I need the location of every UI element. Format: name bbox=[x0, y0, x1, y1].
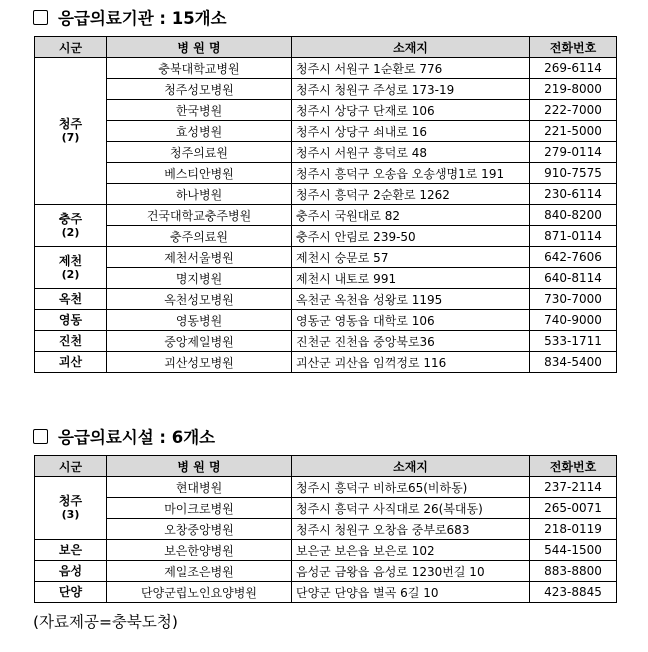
header-phone: 전화번호 bbox=[530, 37, 617, 58]
address-cell: 충주시 국원대로 82 bbox=[292, 205, 530, 226]
table-row bbox=[35, 226, 617, 247]
hospital-name-cell: 영동병원 bbox=[107, 310, 292, 331]
phone-cell: 730-7000 bbox=[530, 289, 617, 310]
table-row bbox=[35, 142, 617, 163]
table-row bbox=[35, 540, 617, 561]
address-cell: 청주시 흥덕구 사직대로 26(복대동) bbox=[292, 498, 530, 519]
hospital-name-cell: 청주의료원 bbox=[107, 142, 292, 163]
phone-cell: 269-6114 bbox=[530, 58, 617, 79]
region-count: (3) bbox=[61, 508, 80, 521]
table-row bbox=[35, 519, 617, 540]
phone-cell: 533-1711 bbox=[530, 331, 617, 352]
table-row bbox=[35, 121, 617, 142]
region-name: 옥천 bbox=[58, 292, 83, 306]
address-cell: 괴산군 괴산읍 임꺽정로 116 bbox=[292, 352, 530, 373]
phone-cell: 218-0119 bbox=[530, 519, 617, 540]
header-name: 병 원 명 bbox=[107, 456, 292, 477]
region-cell bbox=[35, 247, 107, 289]
region-name: 영동 bbox=[58, 313, 83, 327]
region-cell bbox=[35, 289, 107, 310]
hospital-name-cell: 옥천성모병원 bbox=[107, 289, 292, 310]
header-region: 시군 bbox=[35, 37, 107, 58]
hospital-name-cell: 제일조은병원 bbox=[107, 561, 292, 582]
phone-cell: 642-7606 bbox=[530, 247, 617, 268]
hospital-name-cell: 효성병원 bbox=[107, 121, 292, 142]
table-row bbox=[35, 58, 617, 79]
hospital-name-cell: 보은한양병원 bbox=[107, 540, 292, 561]
header-address: 소재지 bbox=[292, 37, 530, 58]
region-name: 충주 bbox=[58, 211, 83, 226]
region-cell bbox=[35, 58, 107, 205]
region-name: 괴산 bbox=[58, 355, 83, 369]
phone-cell: 237-2114 bbox=[530, 477, 617, 498]
region-count: (2) bbox=[61, 267, 80, 281]
table-row bbox=[35, 310, 617, 331]
address-cell: 진천군 진천읍 중앙북로36 bbox=[292, 331, 530, 352]
region-name: 단양 bbox=[58, 585, 83, 599]
phone-cell: 265-0071 bbox=[530, 498, 617, 519]
hospital-name-cell: 오창중앙병원 bbox=[107, 519, 292, 540]
region-cell bbox=[35, 205, 107, 247]
phone-cell: 640-8114 bbox=[530, 268, 617, 289]
hospital-name-cell: 충주의료원 bbox=[107, 226, 292, 247]
address-cell: 제천시 숭문로 57 bbox=[292, 247, 530, 268]
phone-cell: 279-0114 bbox=[530, 142, 617, 163]
table-row bbox=[35, 289, 617, 310]
phone-cell: 834-5400 bbox=[530, 352, 617, 373]
region-count: (7) bbox=[61, 131, 80, 144]
region-name: 청주 bbox=[58, 494, 83, 508]
table-row bbox=[35, 498, 617, 519]
address-cell: 청주시 흥덕구 비하로65(비하동) bbox=[292, 477, 530, 498]
address-cell: 충주시 안림로 239-50 bbox=[292, 226, 530, 247]
table-row bbox=[35, 561, 617, 582]
hospital-name-cell: 단양군립노인요양병원 bbox=[107, 582, 292, 603]
region-name: 보은 bbox=[58, 543, 83, 557]
emergency-institutions-table bbox=[34, 36, 617, 373]
region-count: (2) bbox=[61, 225, 80, 239]
address-cell: 청주시 서원구 흥덕로 48 bbox=[292, 142, 530, 163]
region-cell bbox=[35, 582, 107, 603]
address-cell: 청주시 흥덕구 2순환로 1262 bbox=[292, 184, 530, 205]
table-row bbox=[35, 184, 617, 205]
region-cell bbox=[35, 331, 107, 352]
address-cell: 단양군 단양읍 별곡 6길 10 bbox=[292, 582, 530, 603]
region-name: 제천 bbox=[58, 253, 83, 268]
region-cell bbox=[35, 352, 107, 373]
header-region: 시군 bbox=[35, 456, 107, 477]
address-cell: 보은군 보은읍 보은로 102 bbox=[292, 540, 530, 561]
region-name: 음성 bbox=[58, 564, 83, 578]
table-row bbox=[35, 352, 617, 373]
header-name: 병 원 명 bbox=[107, 37, 292, 58]
region-cell bbox=[35, 477, 107, 540]
hospital-name-cell: 현대병원 bbox=[107, 477, 292, 498]
region-cell bbox=[35, 310, 107, 331]
address-cell: 영동군 영동읍 대학로 106 bbox=[292, 310, 530, 331]
address-cell: 청주시 서원구 1순환로 776 bbox=[292, 58, 530, 79]
hospital-name-cell: 한국병원 bbox=[107, 100, 292, 121]
phone-cell: 423-8845 bbox=[530, 582, 617, 603]
table-row bbox=[35, 247, 617, 268]
table-row bbox=[35, 582, 617, 603]
section2-title: 응급의료시설 : 6개소 bbox=[58, 428, 216, 447]
table-row bbox=[35, 477, 617, 498]
hospital-name-cell: 괴산성모병원 bbox=[107, 352, 292, 373]
checkbox-icon[interactable] bbox=[33, 10, 48, 25]
phone-cell: 910-7575 bbox=[530, 163, 617, 184]
table-row bbox=[35, 79, 617, 100]
phone-cell: 222-7000 bbox=[530, 100, 617, 121]
section1-title: 응급의료기관 : 15개소 bbox=[58, 9, 227, 28]
phone-cell: 221-5000 bbox=[530, 121, 617, 142]
hospital-name-cell: 하나병원 bbox=[107, 184, 292, 205]
region-cell bbox=[35, 540, 107, 561]
hospital-name-cell: 명지병원 bbox=[107, 268, 292, 289]
region-cell bbox=[35, 561, 107, 582]
checkbox-icon[interactable] bbox=[33, 429, 48, 444]
table-row bbox=[35, 163, 617, 184]
table-header-row bbox=[35, 456, 617, 477]
region-name: 청주 bbox=[58, 117, 83, 131]
address-cell: 청주시 청원구 오창읍 중부로683 bbox=[292, 519, 530, 540]
section1-heading bbox=[33, 5, 227, 29]
table-row bbox=[35, 268, 617, 289]
address-cell: 청주시 흥덕구 오송읍 오송생명1로 191 bbox=[292, 163, 530, 184]
header-address: 소재지 bbox=[292, 456, 530, 477]
hospital-name-cell: 베스티안병원 bbox=[107, 163, 292, 184]
hospital-name-cell: 제천서울병원 bbox=[107, 247, 292, 268]
address-cell: 청주시 청원구 주성로 173-19 bbox=[292, 79, 530, 100]
table-header-row bbox=[35, 37, 617, 58]
phone-cell: 740-9000 bbox=[530, 310, 617, 331]
hospital-name-cell: 중앙제일병원 bbox=[107, 331, 292, 352]
address-cell: 옥천군 옥천읍 성왕로 1195 bbox=[292, 289, 530, 310]
phone-cell: 219-8000 bbox=[530, 79, 617, 100]
hospital-name-cell: 마이크로병원 bbox=[107, 498, 292, 519]
phone-cell: 840-8200 bbox=[530, 205, 617, 226]
address-cell: 청주시 상당구 단재로 106 bbox=[292, 100, 530, 121]
region-name: 진천 bbox=[58, 334, 83, 348]
address-cell: 음성군 금왕읍 음성로 1230번길 10 bbox=[292, 561, 530, 582]
table-row bbox=[35, 205, 617, 226]
address-cell: 제천시 내토로 991 bbox=[292, 268, 530, 289]
phone-cell: 871-0114 bbox=[530, 226, 617, 247]
hospital-name-cell: 충북대학교병원 bbox=[107, 58, 292, 79]
emergency-facilities-table bbox=[34, 455, 617, 603]
source-note: (자료제공=충북도청) bbox=[33, 613, 178, 631]
table-row bbox=[35, 331, 617, 352]
header-phone: 전화번호 bbox=[530, 456, 617, 477]
phone-cell: 544-1500 bbox=[530, 540, 617, 561]
hospital-name-cell: 청주성모병원 bbox=[107, 79, 292, 100]
phone-cell: 230-6114 bbox=[530, 184, 617, 205]
section2-heading bbox=[33, 424, 215, 448]
phone-cell: 883-8800 bbox=[530, 561, 617, 582]
address-cell: 청주시 상당구 쇠내로 16 bbox=[292, 121, 530, 142]
table-row bbox=[35, 100, 617, 121]
hospital-name-cell: 건국대학교충주병원 bbox=[107, 205, 292, 226]
